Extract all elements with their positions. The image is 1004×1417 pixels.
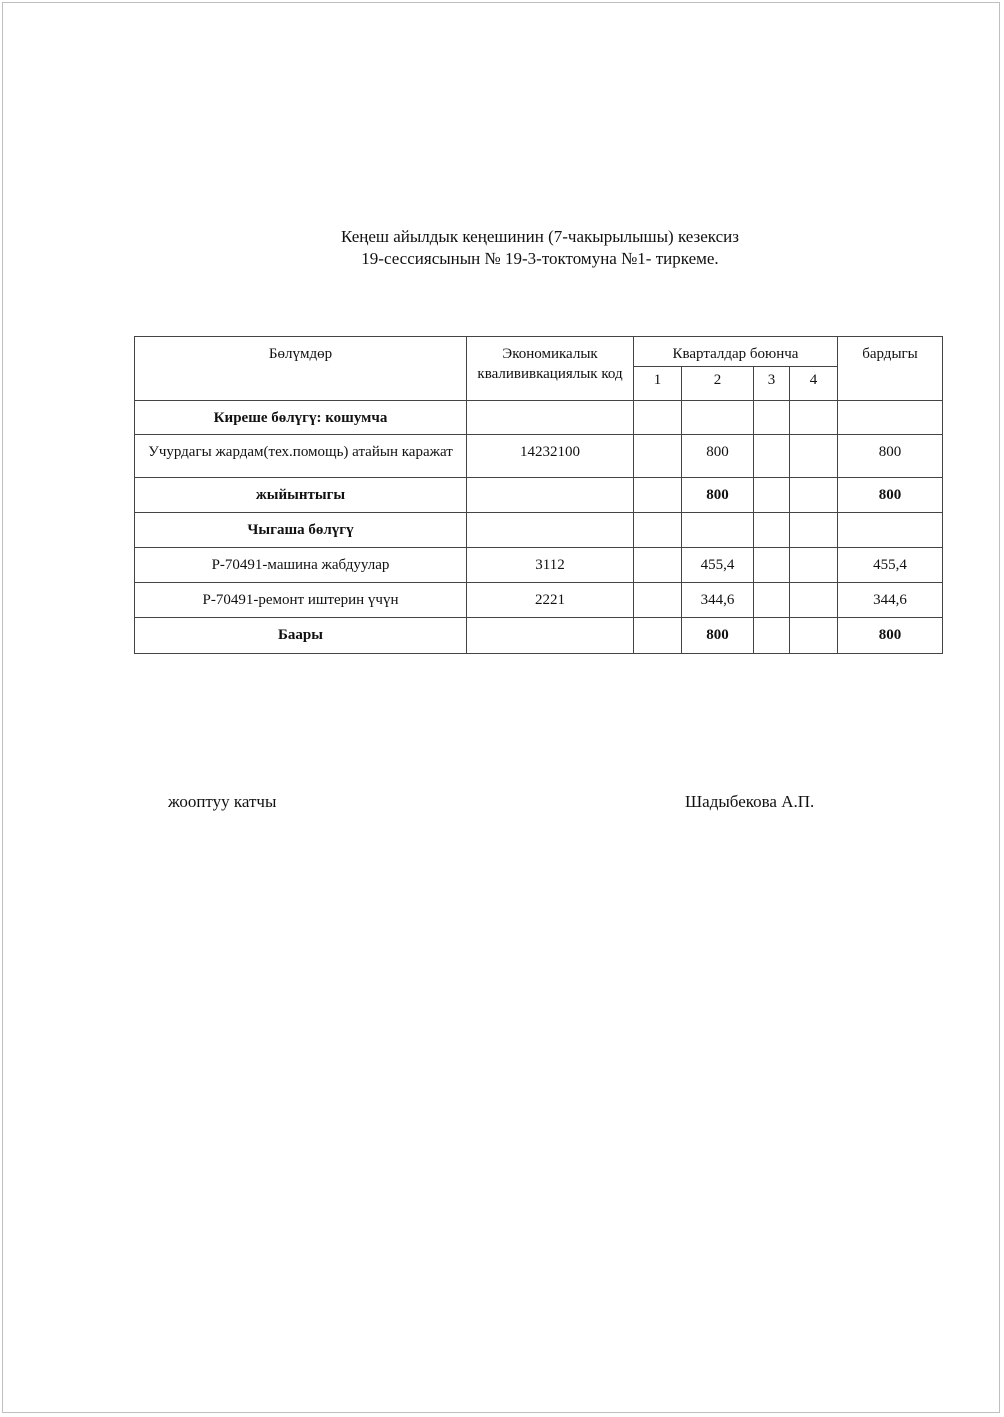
row-code bbox=[467, 618, 634, 654]
document-page bbox=[2, 2, 1000, 1413]
row-q4 bbox=[790, 583, 838, 618]
header-q4: 4 bbox=[790, 367, 838, 401]
row-name: Р-70491-машина жабдуулар bbox=[135, 548, 467, 583]
row-q4 bbox=[790, 478, 838, 513]
header-code: Экономикалык квалививкациялык код bbox=[467, 337, 634, 401]
row-q1 bbox=[634, 583, 682, 618]
row-total bbox=[838, 513, 943, 548]
budget-table bbox=[134, 336, 943, 654]
heading-line-2: 19-сессиясынын № 19-3-токтомуна №1- тиркеме. bbox=[361, 249, 719, 268]
row-total bbox=[838, 401, 943, 435]
row-q4 bbox=[790, 548, 838, 583]
signature-role: жооптуу катчы bbox=[168, 792, 277, 811]
table-row bbox=[135, 401, 943, 435]
header-quarters: Кварталдар боюнча bbox=[634, 337, 838, 367]
table-header-row bbox=[135, 337, 943, 367]
row-q2: 800 bbox=[682, 618, 754, 654]
row-name: Баары bbox=[135, 618, 467, 654]
heading-line-1: Кеңеш айылдык кеңешинин (7-чакырылышы) кезексиз bbox=[341, 227, 739, 246]
row-q3 bbox=[754, 583, 790, 618]
table-row bbox=[135, 548, 943, 583]
row-q3 bbox=[754, 513, 790, 548]
row-code bbox=[467, 478, 634, 513]
row-q1 bbox=[634, 478, 682, 513]
row-name: Учурдагы жардам(тех.помощь) атайын каражат bbox=[135, 435, 467, 478]
row-q1 bbox=[634, 401, 682, 435]
row-code: 14232100 bbox=[467, 435, 634, 478]
row-q4 bbox=[790, 401, 838, 435]
row-q2 bbox=[682, 513, 754, 548]
row-code bbox=[467, 401, 634, 435]
document-heading bbox=[3, 226, 1004, 270]
header-total: бардыгы bbox=[838, 337, 943, 401]
row-q4 bbox=[790, 513, 838, 548]
row-q4 bbox=[790, 435, 838, 478]
row-q3 bbox=[754, 618, 790, 654]
row-name: жыйынтыгы bbox=[135, 478, 467, 513]
table-row bbox=[135, 513, 943, 548]
row-total: 455,4 bbox=[838, 548, 943, 583]
row-q1 bbox=[634, 513, 682, 548]
signature-name: Шадыбекова А.П. bbox=[685, 792, 815, 811]
row-q1 bbox=[634, 618, 682, 654]
row-q3 bbox=[754, 548, 790, 583]
row-q3 bbox=[754, 401, 790, 435]
header-q3: 3 bbox=[754, 367, 790, 401]
row-q2 bbox=[682, 401, 754, 435]
row-q2: 800 bbox=[682, 435, 754, 478]
table-row bbox=[135, 618, 943, 654]
row-name: Киреше бөлүгү: кошумча bbox=[135, 401, 467, 435]
row-total: 800 bbox=[838, 478, 943, 513]
table-row bbox=[135, 478, 943, 513]
row-code bbox=[467, 513, 634, 548]
header-q2: 2 bbox=[682, 367, 754, 401]
row-q1 bbox=[634, 548, 682, 583]
header-sections: Бөлүмдөр bbox=[135, 337, 467, 401]
row-total: 800 bbox=[838, 618, 943, 654]
row-name: Р-70491-ремонт иштерин үчүн bbox=[135, 583, 467, 618]
row-total: 800 bbox=[838, 435, 943, 478]
row-q2: 455,4 bbox=[682, 548, 754, 583]
row-q2: 800 bbox=[682, 478, 754, 513]
table-row bbox=[135, 435, 943, 478]
row-q3 bbox=[754, 435, 790, 478]
header-q1: 1 bbox=[634, 367, 682, 401]
row-q4 bbox=[790, 618, 838, 654]
row-q2: 344,6 bbox=[682, 583, 754, 618]
row-q3 bbox=[754, 478, 790, 513]
table-row bbox=[135, 583, 943, 618]
row-code: 3112 bbox=[467, 548, 634, 583]
row-code: 2221 bbox=[467, 583, 634, 618]
row-total: 344,6 bbox=[838, 583, 943, 618]
row-q1 bbox=[634, 435, 682, 478]
row-name: Чыгаша бөлүгү bbox=[135, 513, 467, 548]
